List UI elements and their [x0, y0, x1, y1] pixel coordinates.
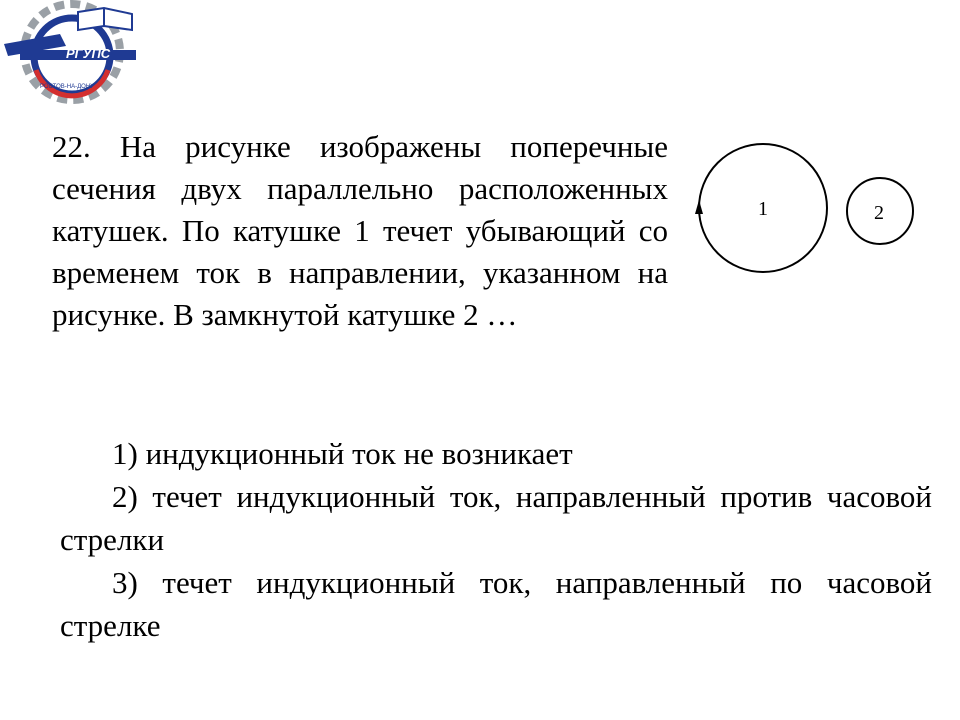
coil-1-label: 1 — [758, 198, 768, 220]
answer-option-1: 1) индукционный ток не возникает — [112, 436, 573, 471]
answer-option-3: 3) течет индукционный ток, направленный по часовой стрелке — [60, 565, 932, 643]
answer-option-2: 2) течет индукционный ток, направленный против часовой стрелки — [60, 479, 932, 557]
rgups-logo — [0, 0, 140, 110]
question-text: 22. На рисунке изображены поперечные сечения двух параллельно расположенных катушек. По катушке 1 течет убывающий со временем ток в направлении, указанном на рисунке. В замкнутой катушке 2 … — [52, 129, 668, 332]
logo-text: РГУПС — [66, 46, 111, 61]
coil-2-label: 2 — [874, 202, 884, 224]
coils-figure — [686, 140, 926, 280]
logo-ring-text: РОСТОВ-НА-ДОНУ — [40, 84, 94, 90]
arrow-up-icon — [695, 200, 703, 214]
answer-list — [60, 432, 932, 647]
